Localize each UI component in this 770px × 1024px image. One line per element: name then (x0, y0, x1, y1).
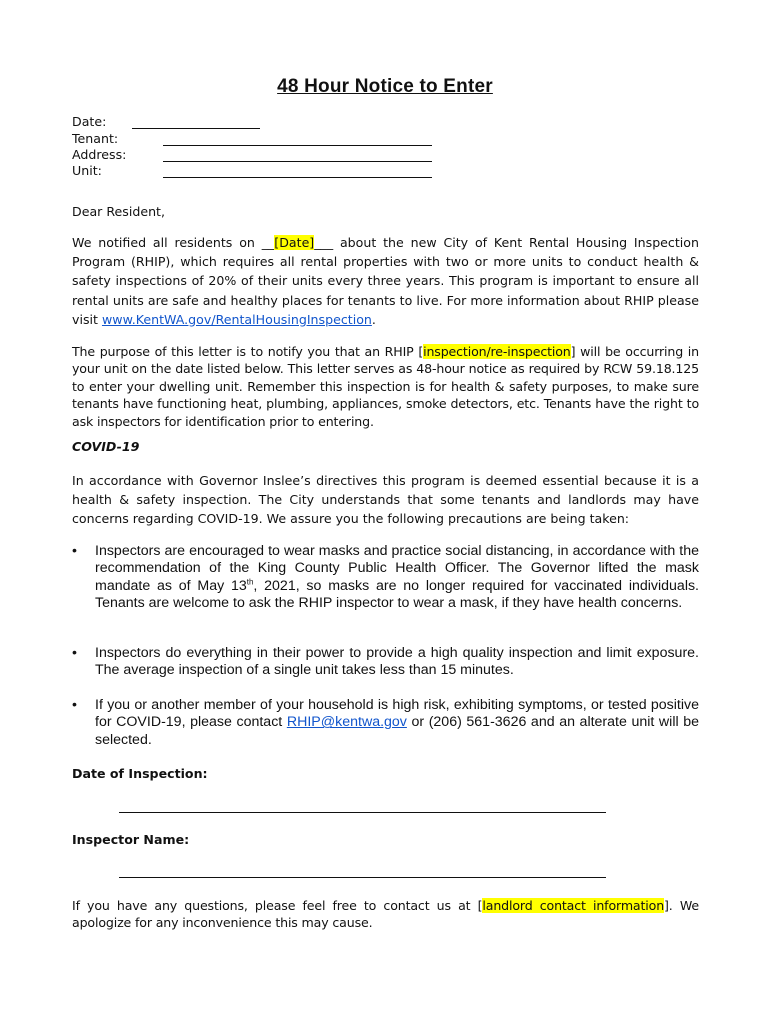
date-field-line[interactable] (132, 128, 260, 129)
intro-paragraph (72, 233, 699, 329)
rhip-website-link[interactable]: www.KentWA.gov/RentalHousingInspection (101, 311, 372, 327)
intro-text-post: ___ about the new City of Kent Rental Housing Inspection Program (RHIP), which requires all rental properties with two or more units to conduct health & safety inspections of 20% of their units every three years. This program is important to ensure all rental units are safe and healthy places for tenants to live. For more information about RHIP please visit (72, 235, 699, 327)
covid-paragraph: In accordance with Governor Inslee’s directives this program is deemed essential because it is a health & safety inspection. The City understands that some tenants and landlords may have concerns regarding COVID-19. We assure you the following precautions are being taken: (72, 473, 699, 527)
list-item (72, 543, 699, 613)
closing-text-post: ]. We apologize for any inconvenience this may cause. (72, 898, 699, 931)
list-item (72, 645, 699, 680)
date-of-inspection-line[interactable] (119, 812, 606, 813)
unit-field-line[interactable] (163, 177, 432, 178)
precautions-list-2 (72, 645, 699, 680)
inspection-type-placeholder: inspection/re-inspection (423, 344, 571, 359)
bullet-icon: • (72, 697, 77, 713)
address-field-label: Address: (72, 147, 127, 162)
bullet-icon: • (72, 645, 77, 661)
date-placeholder: [Date] (274, 235, 315, 250)
bullet-1-superscript: th (246, 577, 254, 587)
bullet-3-text-post: or (206) 561-3626 and an alterate unit will be selected. (95, 714, 699, 748)
bullet-icon: • (72, 543, 77, 559)
precautions-list-3 (72, 697, 699, 749)
date-of-inspection-label: Date of Inspection: (72, 766, 208, 781)
bullet-1-text-post: , 2021, so masks are no longer required for vaccinated individuals. Tenants are welcome to ask the RHIP inspector to wear a mask, if they have health concerns. (95, 577, 700, 612)
purpose-text-pre: The purpose of this letter is to notify you that an RHIP [ (72, 344, 424, 359)
closing-text-pre: If you have any questions, please feel free to contact us at [ (72, 898, 483, 913)
address-field-line[interactable] (163, 161, 432, 162)
tenant-field-label: Tenant: (72, 131, 119, 146)
intro-text-pre: We notified all residents on __ (72, 235, 275, 250)
tenant-field-line[interactable] (163, 145, 432, 146)
page-title: 48 Hour Notice to Enter (277, 76, 493, 97)
landlord-contact-placeholder: landlord contact information (482, 898, 665, 913)
bullet-1-text-pre: Inspectors are encouraged to wear masks and practice social distancing, in accordance with the recommendation of the King County Public Health Officer. The Governor lifted the mask mandate as of May 13 (95, 543, 699, 594)
inspector-name-label: Inspector Name: (72, 832, 190, 847)
unit-field-label: Unit: (72, 163, 102, 178)
rhip-email-link[interactable]: RHIP@kentwa.gov (286, 714, 407, 731)
bullet-3-text-pre: If you or another member of your household is high risk, exhibiting symptoms, or tested positive for COVID-19, please contact (95, 697, 699, 731)
purpose-paragraph (72, 343, 699, 430)
intro-text-end: . (371, 311, 376, 327)
salutation: Dear Resident, (72, 204, 166, 219)
covid-heading: COVID-19 (72, 439, 140, 454)
purpose-text-post: ] will be occurring in your unit on the date listed below. This letter serves as 48-hour notice as required by RCW 59.18.125 to enter your dwelling unit. Remember this inspection is for health & safety purposes, to make sure tenants have functioning heat, plumbing, appliances, smoke detectors, etc. Tenants have the right to ask inspectors for identification prior to entering. (72, 344, 699, 429)
closing-paragraph (72, 897, 699, 932)
date-field-label: Date: (72, 114, 107, 129)
precautions-list (72, 543, 699, 613)
bullet-2-text: Inspectors do everything in their power to provide a high quality inspection and limit exposure. The average inspection of a single unit takes less than 15 minutes. (95, 645, 699, 679)
inspector-name-line[interactable] (119, 877, 606, 878)
list-item (72, 697, 699, 749)
